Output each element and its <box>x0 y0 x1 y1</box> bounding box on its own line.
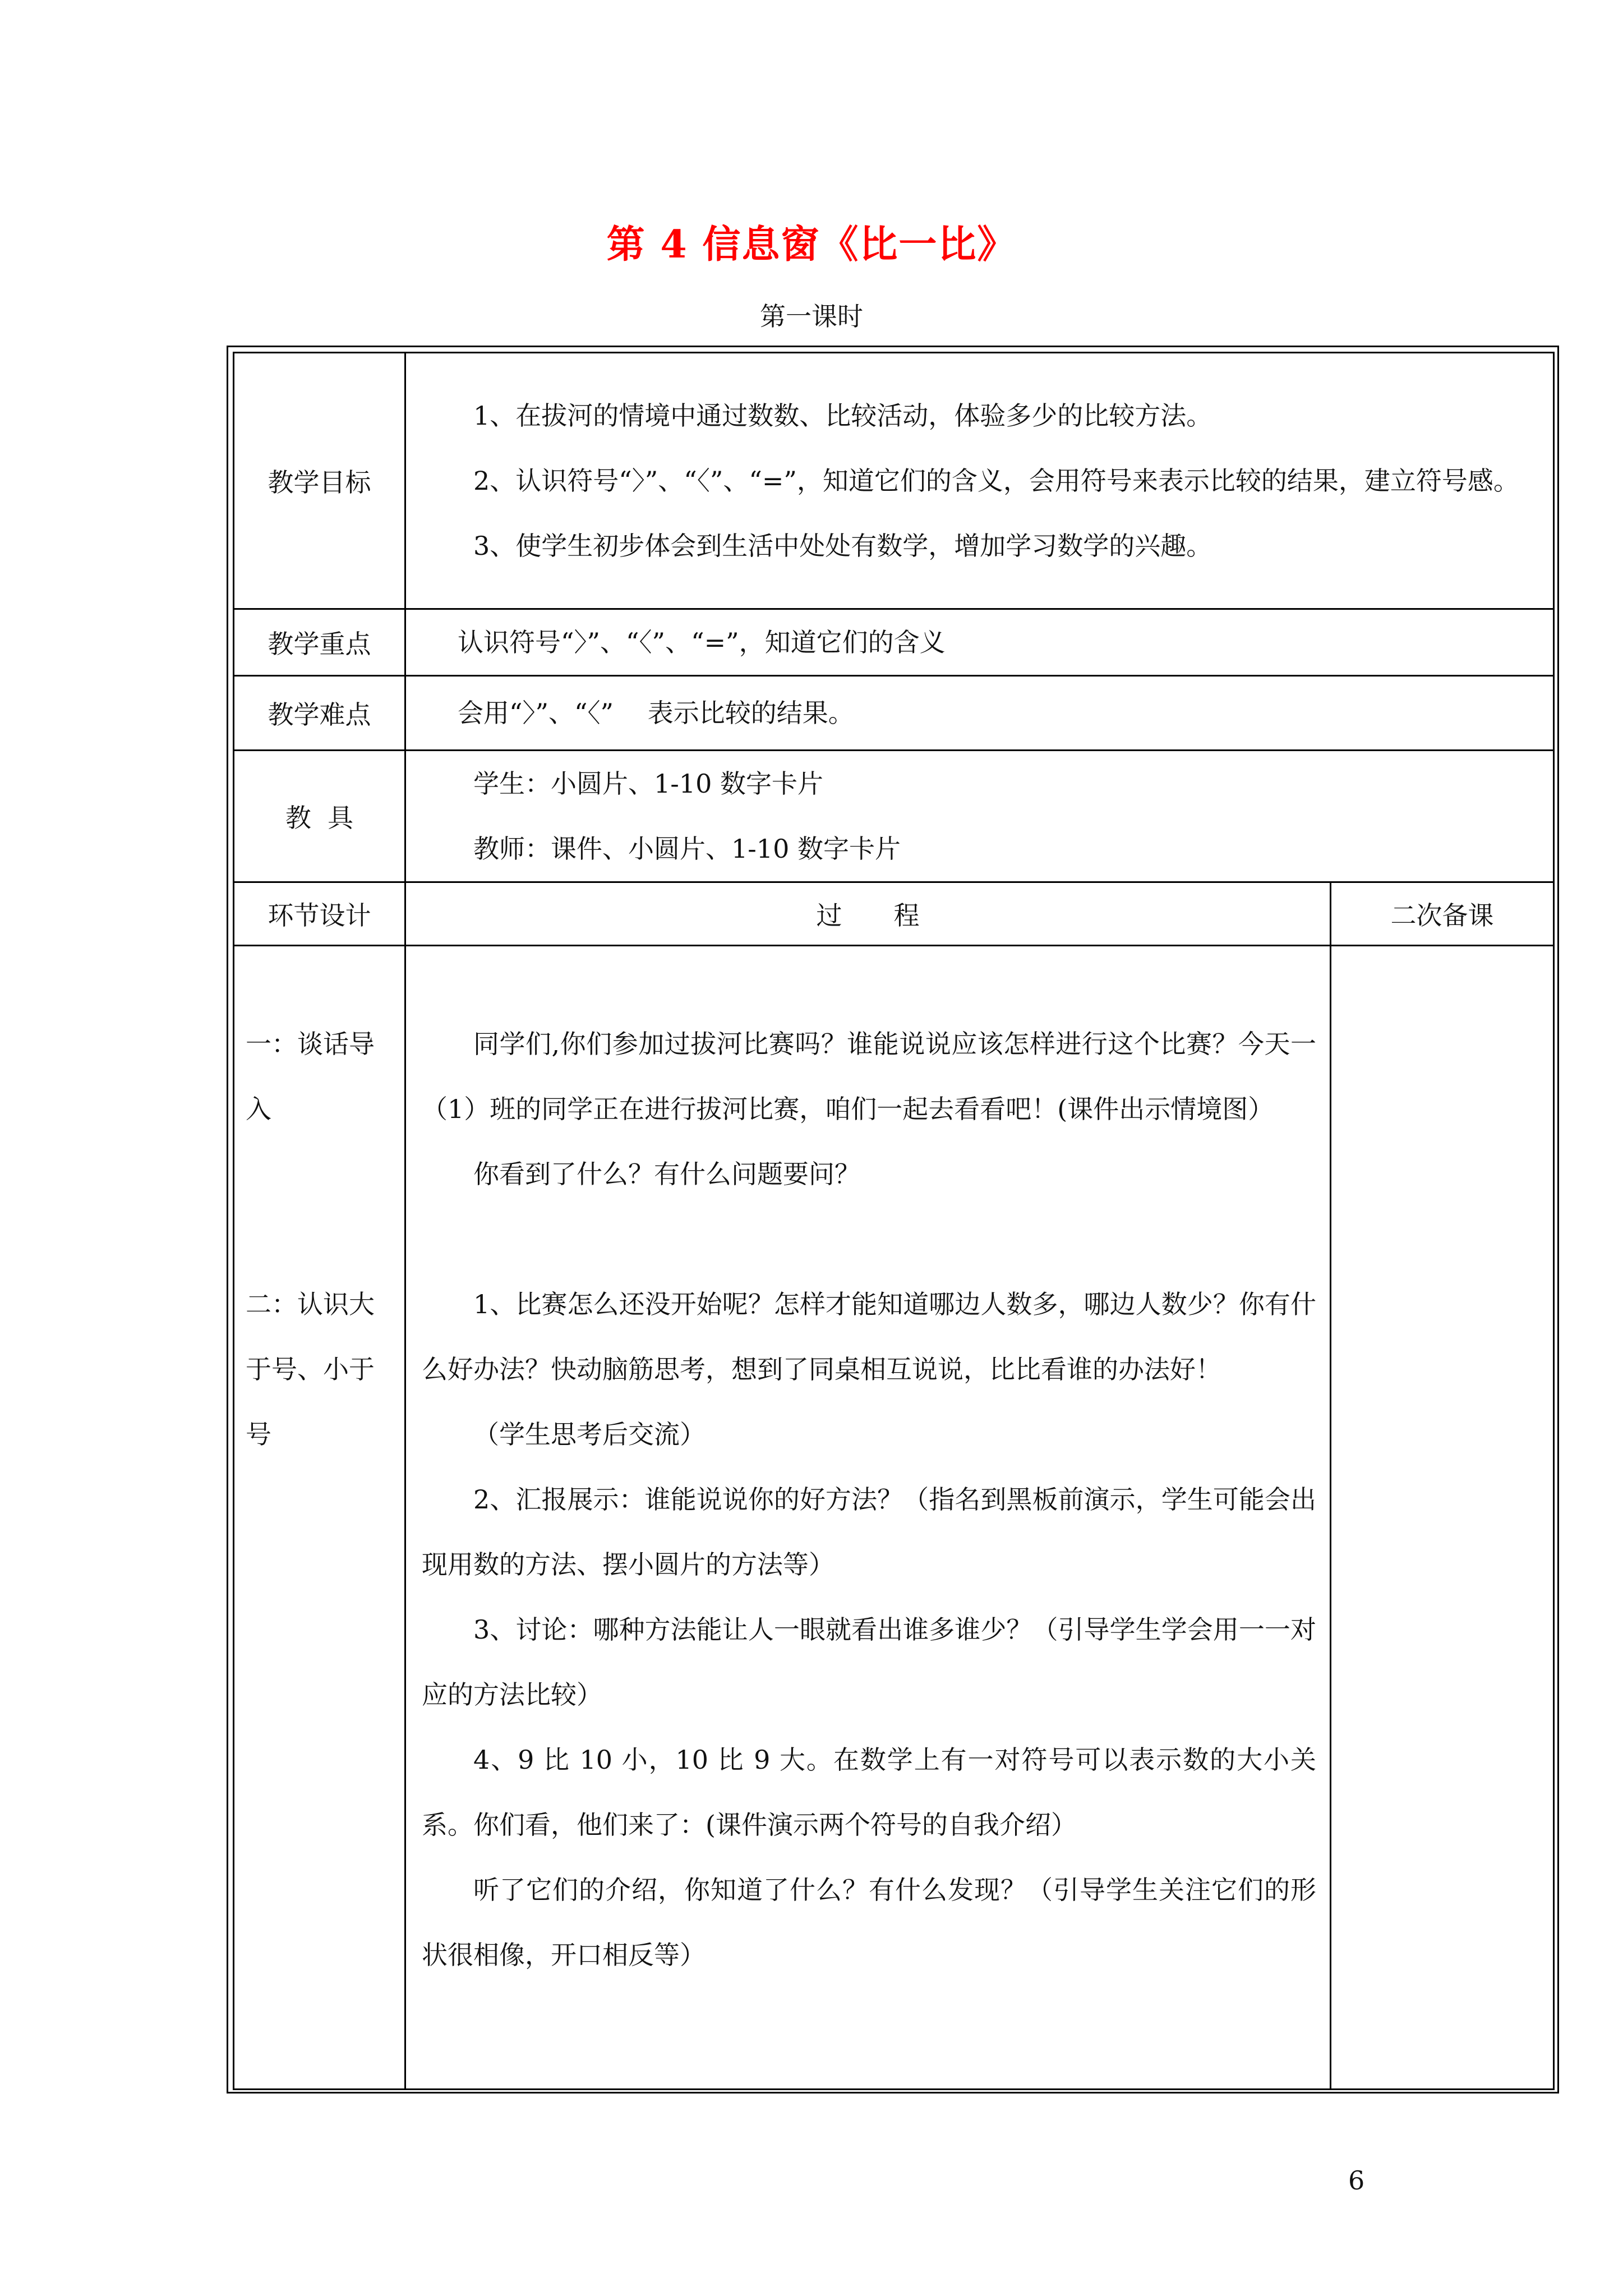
goal-item-3: 3、使学生初步体会到生活中处处有数学，增加学习数学的兴趣。 <box>473 531 1212 561</box>
table-header-row <box>234 882 1554 946</box>
table-row <box>234 609 1554 676</box>
goals-label: 教学目标 <box>234 353 405 609</box>
tools-teacher: 教师：课件、小圆片、1-10 数字卡片 <box>473 834 901 864</box>
stage-2-paragraph-5: 4、9 比 10 小，10 比 9 大。在数学上有一对符号可以表示数的大小关系。你们看，他们来了：(课件演示两个符号的自我介绍） <box>422 1745 1316 1840</box>
second-prep-column <box>1331 946 1554 2090</box>
stage-1-label: 一：谈话导入 <box>246 1029 375 1124</box>
stage-2-paragraph-1: 1、比赛怎么还没开始呢？怎样才能知道哪边人数多，哪边人数少？你有什么好办法？快动脑筋思考，想到了同桌相互说说，比比看谁的办法好！ <box>422 1289 1316 1384</box>
header-second-prep: 二次备课 <box>1331 882 1554 946</box>
table-row <box>234 751 1554 882</box>
goals-content <box>405 353 1554 609</box>
table-row <box>234 676 1554 751</box>
stage-2-label: 二：认识大于号、小于号 <box>246 1289 375 1450</box>
header-process: 过 程 <box>405 882 1331 946</box>
table-row <box>234 353 1554 609</box>
process-column <box>405 946 1331 2090</box>
stage-2-paragraph-4: 3、讨论：哪种方法能让人一眼就看出谁多谁少？（引导学生学会用一一对应的方法比较） <box>422 1614 1316 1710</box>
page-title: 第 4 信息窗《比一比》 <box>606 222 1017 267</box>
focus-label: 教学重点 <box>234 609 405 676</box>
tools-label: 教 具 <box>234 751 405 882</box>
goal-item-2: 2、认识符号“〉”、“〈”、“=”，知道它们的含义，会用符号来表示比较的结果，建立符号感。 <box>473 466 1519 496</box>
difficulty-content: 会用“〉”、“〈” 表示比较的结果。 <box>405 676 1554 751</box>
stage-2-paragraph-2: （学生思考后交流） <box>473 1419 706 1450</box>
stage-column <box>234 946 405 2090</box>
stage-1-paragraph-2: 你看到了什么？有什么问题要问？ <box>473 1159 860 1189</box>
page-subtitle: 第一课时 <box>760 301 863 332</box>
difficulty-label: 教学难点 <box>234 676 405 751</box>
stage-2-paragraph-6: 听了它们的介绍，你知道了什么？有什么发现？（引导学生关注它们的形状很相像，开口相反等） <box>422 1875 1316 1970</box>
goal-item-1: 1、在拔河的情境中通过数数、比较活动，体验多少的比较方法。 <box>473 401 1212 431</box>
stage-1-paragraph-1: 同学们,你们参加过拔河比赛吗？谁能说说应该怎样进行这个比赛？今天一（1）班的同学正在进行拔河比赛，咱们一起去看看吧！(课件出示情境图） <box>422 1029 1316 1124</box>
focus-content: 认识符号“〉”、“〈”、“=”，知道它们的含义 <box>405 609 1554 676</box>
header-stage: 环节设计 <box>234 882 405 946</box>
stage-2-paragraph-3: 2、汇报展示：谁能说说你的好方法？（指名到黑板前演示，学生可能会出现用数的方法、摆小圆片的方法等） <box>422 1484 1316 1580</box>
page-number: 6 <box>1348 2165 1365 2196</box>
tools-content <box>405 751 1554 882</box>
lesson-plan-table <box>233 352 1555 2090</box>
tools-student: 学生：小圆片、1-10 数字卡片 <box>473 769 823 799</box>
table-row <box>234 946 1554 2090</box>
